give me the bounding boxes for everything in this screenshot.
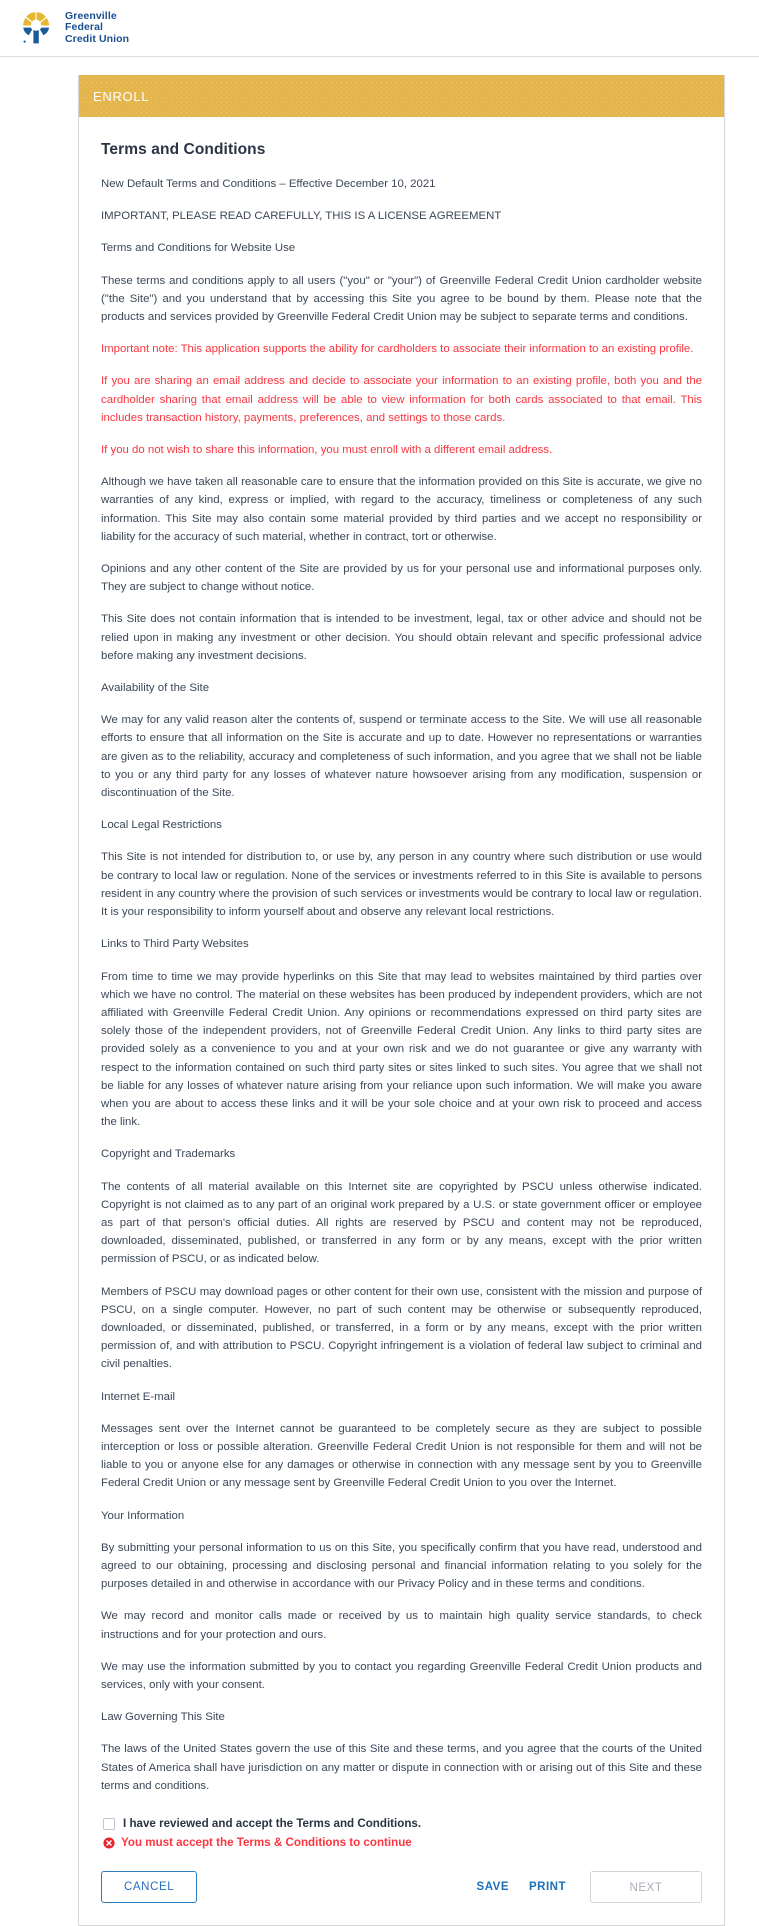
credit-union-logo-icon [14,6,58,50]
terms-paragraph: We may use the information submitted by you to contact you regarding Greenville Federal Credit Union products and services, only with your consent. [101,1660,702,1691]
terms-note: New Default Terms and Conditions – Effective December 10, 2021 [101,178,436,190]
brand-wordmark [65,11,129,46]
brand-line-2: Federal [65,21,104,34]
terms-section-heading: Local Legal Restrictions [101,819,222,832]
terms-paragraph: From time to time we may provide hyperlinks on this Site that may lead to websites maintained by third parties over which we have no control. The material on these websites has been produced by independent providers, which are not affiliated with Greenville Federal Credit Union. Any opinions or recommendations expressed on third party sites are solely those of the independent providers, not of Greenville Federal Credit Union. Any links to third party sites are provided solely as a convenience to you and at your own risk and we do not guarantee or give any warranty with respect to the information contained on such third party sites or sites linked to such sites. You agree that we shall not be liable for any losses of whatever nature arising from your reliance upon such information. We will make you aware when you are about to access these links and it will be your sole choice and at your own risk to proceed and access the link. [101,970,702,1129]
terms-section-heading: Copyright and Trademarks [101,1148,236,1161]
cancel-button[interactable]: CANCEL [101,1871,197,1903]
site-header [0,0,759,57]
terms-content [101,175,702,1795]
next-button[interactable]: NEXT [590,1871,702,1903]
terms-error-message [103,1836,702,1849]
terms-paragraph: The laws of the United States govern the use of this Site and these terms, and you agree that the courts of the United States of America shall have jurisdiction on any matter or dispute in connection with or arising out of this Site and these terms and conditions. [101,1743,702,1792]
terms-paragraph: We may record and monitor calls made or received by us to maintain high quality service standards, to check instructions and for your protection and ours. [101,1610,702,1641]
form-action-bar [101,1871,702,1903]
terms-alert-paragraph: If you are sharing an email address and decide to associate your information to an existing profile, both you and the cardholder sharing that email address will be able to view information for both cards associated to that email. This includes transaction history, payments, preferences, and settings to those cards. [101,375,702,424]
terms-section-heading: Law Governing This Site [101,1711,225,1724]
accept-terms-checkbox[interactable] [103,1818,115,1830]
panel-header [79,75,724,117]
terms-paragraph: This Site is not intended for distribution to, or use by, any person in any country where such distribution or use would be contrary to local law or regulation. None of the services or investments referred to in this Site is available to persons resident in any country where the provision of such services or investments would be contrary to local law or regulation. It is your responsibility to inform yourself about and observe any relevant local restrictions. [101,851,702,919]
terms-alert-paragraph: If you do not wish to share this information, you must enroll with a different email address. [101,444,553,457]
accept-terms-row[interactable] [103,1817,702,1830]
terms-paragraph: By submitting your personal information to us on this Site, you specifically confirm that you have read, understood and agreed to our obtaining, processing and disclosing personal and financial information relating to you solely for the purposes detailed in and otherwise in accordance with our Privacy Policy and in these terms and conditions. [101,1541,702,1591]
terms-paragraph: Messages sent over the Internet cannot be guaranteed to be completely secure as they are subject to possible interception or loss or possible alteration. Greenville Federal Credit Union is not responsible for them and will not be liable to you or anyone else for any damages or otherwise in connection with any message sent by you to Greenville Federal Credit Union or any message sent by Greenville Federal Credit Union to you over the Internet. [101,1422,702,1490]
error-circle-icon [103,1837,115,1849]
terms-paragraph: This Site does not contain information that is intended to be investment, legal, tax or other advice and should not be relied upon in making any investment or other decision. You should obtain relevant and specific professional advice before making any investment decisions. [101,613,702,662]
brand-line-3: Credit Union [65,32,130,45]
terms-section-heading: Links to Third Party Websites [101,938,249,951]
panel-body [79,117,724,1925]
terms-section-heading: Your Information [101,1509,185,1522]
panel-header-label: ENROLL [93,88,150,104]
page-title: Terms and Conditions [101,141,266,158]
terms-paragraph: Opinions and any other content of the Site are provided by us for your personal use and informational purposes only. They are subject to change without notice. [101,563,702,594]
terms-paragraph: These terms and conditions apply to all users ("you" or "your") of Greenville Federal Credit Union cardholder website ("the Site") and you understand that by accessing this Site you agree to be bound by them. Please note that the products and services provided by Greenville Federal Credit Union may be subject to separate terms and conditions. [101,274,702,324]
accept-terms-label: I have reviewed and accept the Terms and Conditions. [123,1817,422,1831]
terms-section-heading: Internet E-mail [101,1390,176,1403]
brand-logo[interactable] [14,6,129,50]
terms-section-heading: Availability of the Site [101,682,210,695]
terms-paragraph: We may for any valid reason alter the contents of, suspend or terminate access to the Site. We will use all reasonable efforts to ensure that all information on the Site is accurate and up to date. However no representations or warranties are given as to the reliability, accuracy and completeness of such information, and you agree that we shall not be liable to you or any third party for any losses of whatever nature howsoever arising from any modification, suspension or discontinuation of the Site. [101,714,702,800]
terms-paragraph: Members of PSCU may download pages or other content for their own use, consistent with the mission and purpose of PSCU, on a single computer. However, no part of such content may be otherwise or subsequently reproduced, downloaded, or disseminated, published, or transferred, in a form or by any means, except with the prior written permission of, and with attribution to PSCU. Copyright infringement is a violation of federal law subject to criminal and civil penalties. [101,1285,702,1371]
terms-alert-paragraph: Important note: This application supports the ability for cardholders to associate their information to an existing profile. [101,343,694,356]
enroll-panel [78,75,725,1926]
save-button[interactable]: SAVE [467,1881,519,1893]
terms-error-text: You must accept the Terms & Conditions to continue [121,1836,412,1850]
brand-line-1: Greenville [65,9,117,22]
print-button[interactable]: PRINT [519,1881,576,1893]
terms-note: IMPORTANT, PLEASE READ CAREFULLY, THIS IS A LICENSE AGREEMENT [101,210,502,223]
terms-paragraph: The contents of all material available on this Internet site are copyrighted by PSCU unless otherwise indicated. Copyright is not claimed as to any part of an original work prepared by a U.S. or state government officer or employee as part of that person's official duties. All rights are reserved by PSCU and content may not be reproduced, downloaded, disseminated, published, or transferred in any form or by any means, except with the prior written permission of PSCU, or as indicated below. [101,1180,702,1266]
terms-paragraph: Although we have taken all reasonable care to ensure that the information provided on this Site is accurate, we give no warranties of any kind, express or implied, with regard to the accuracy, timeliness or completeness of any such information. This Site may also contain some material provided by third parties and we accept no responsibility or liability for the accuracy of such material, whether in contract, tort or otherwise. [101,476,702,543]
terms-section-heading: Terms and Conditions for Website Use [101,242,296,255]
